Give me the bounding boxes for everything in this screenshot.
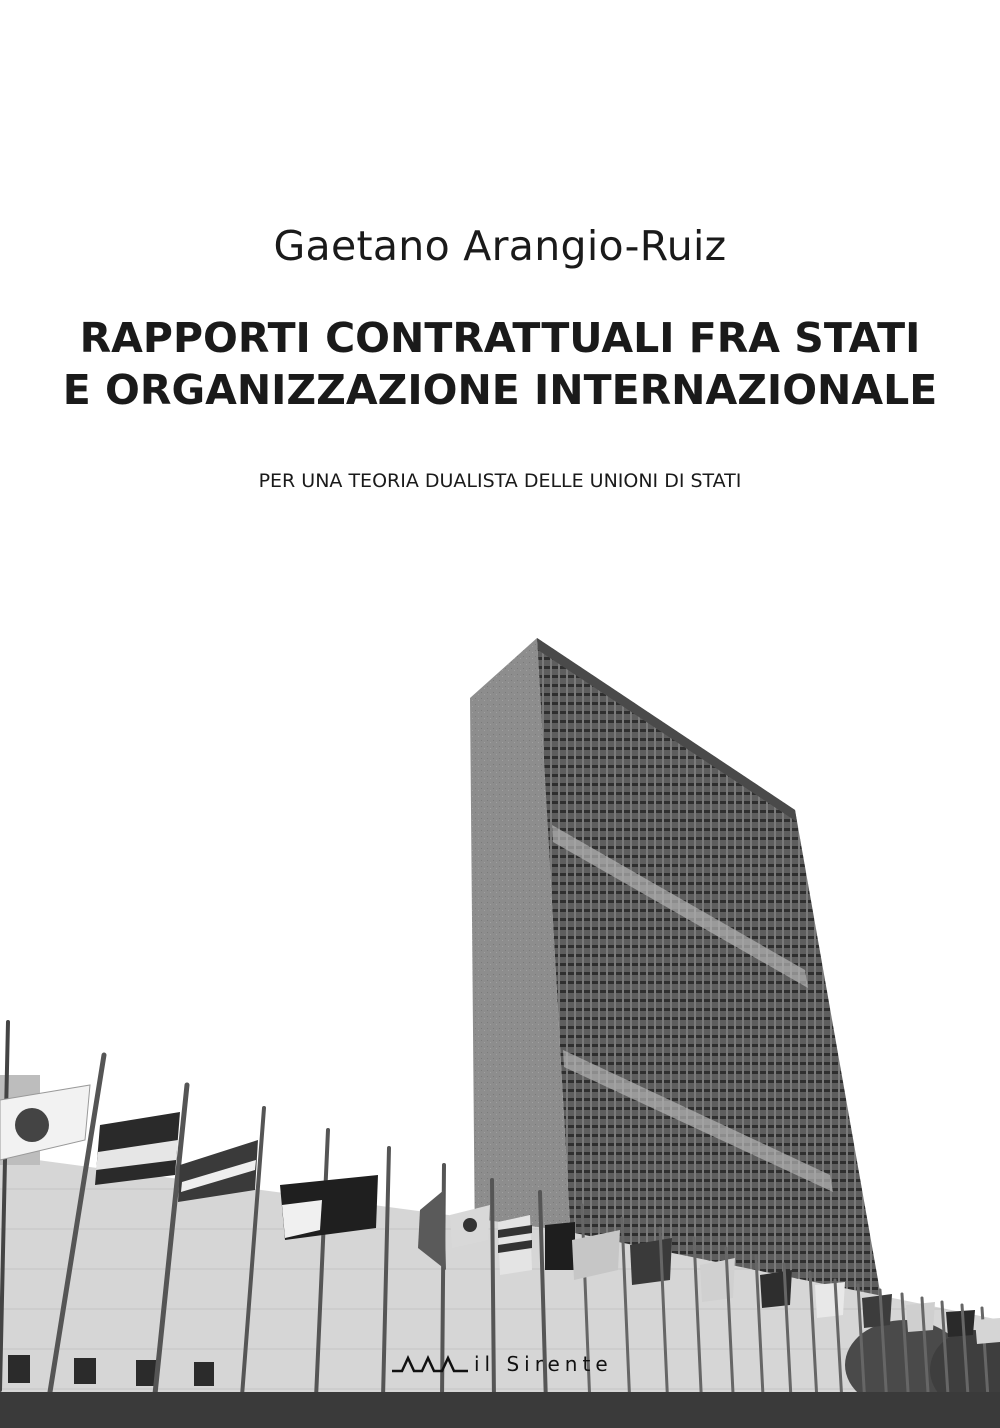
book-subtitle: PER UNA TEORIA DUALISTA DELLE UNIONI DI STATI xyxy=(258,470,742,492)
book-title xyxy=(0,312,1000,416)
publisher-logo xyxy=(392,1350,613,1378)
author-name: Gaetano Arangio-Ruiz xyxy=(273,222,727,270)
ground xyxy=(0,1392,1000,1428)
sirente-mountain-logo xyxy=(392,1354,468,1374)
title-line-1: RAPPORTI CONTRATTUALI FRA STATI xyxy=(79,314,921,362)
publisher-name: il Sirente xyxy=(474,1352,613,1376)
un-headquarters-photo xyxy=(0,630,1000,1428)
title-line-2: E ORGANIZZAZIONE INTERNAZIONALE xyxy=(62,366,938,414)
